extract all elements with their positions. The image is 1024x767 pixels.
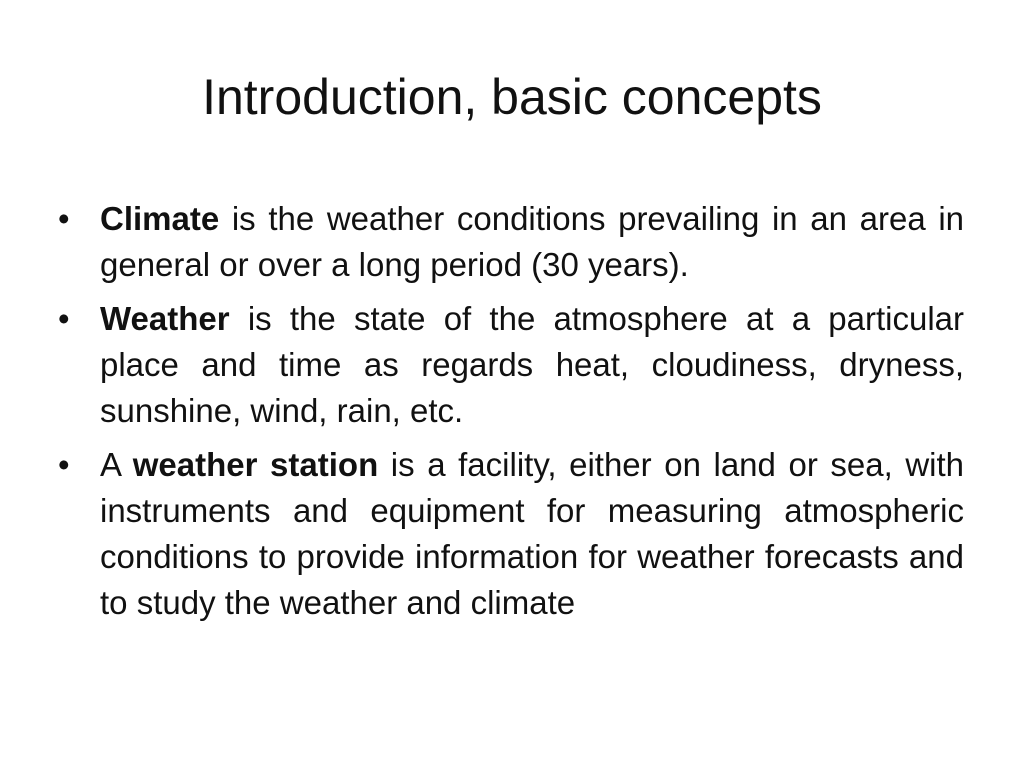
bullet-text: is the weather conditions prevailing in an area in general or over a long period (30 years). <box>100 200 964 283</box>
bullet-item-climate <box>58 196 964 288</box>
bullet-icon: • <box>58 300 70 337</box>
bullet-term: weather station <box>132 446 379 483</box>
bullet-icon: • <box>58 446 70 483</box>
bullet-text: is the state of the atmosphere at a particular place and time as regards heat, cloudiness, dryness, sunshine, wind, rain, etc. <box>100 300 964 429</box>
bullet-term: Weather <box>100 300 230 337</box>
bullet-item-weather-station <box>58 442 964 626</box>
bullet-text: is a facility, either on land or sea, with instruments and equipment for measuring atmospheric conditions to provide information for weather forecasts and to study the weather and climate <box>100 446 965 621</box>
slide-title: Introduction, basic concepts <box>202 69 822 125</box>
bullet-list <box>58 196 964 634</box>
bullet-icon: • <box>58 200 70 237</box>
bullet-term: Climate <box>100 200 220 237</box>
bullet-lead: A <box>100 446 133 483</box>
bullet-item-weather <box>58 296 964 434</box>
